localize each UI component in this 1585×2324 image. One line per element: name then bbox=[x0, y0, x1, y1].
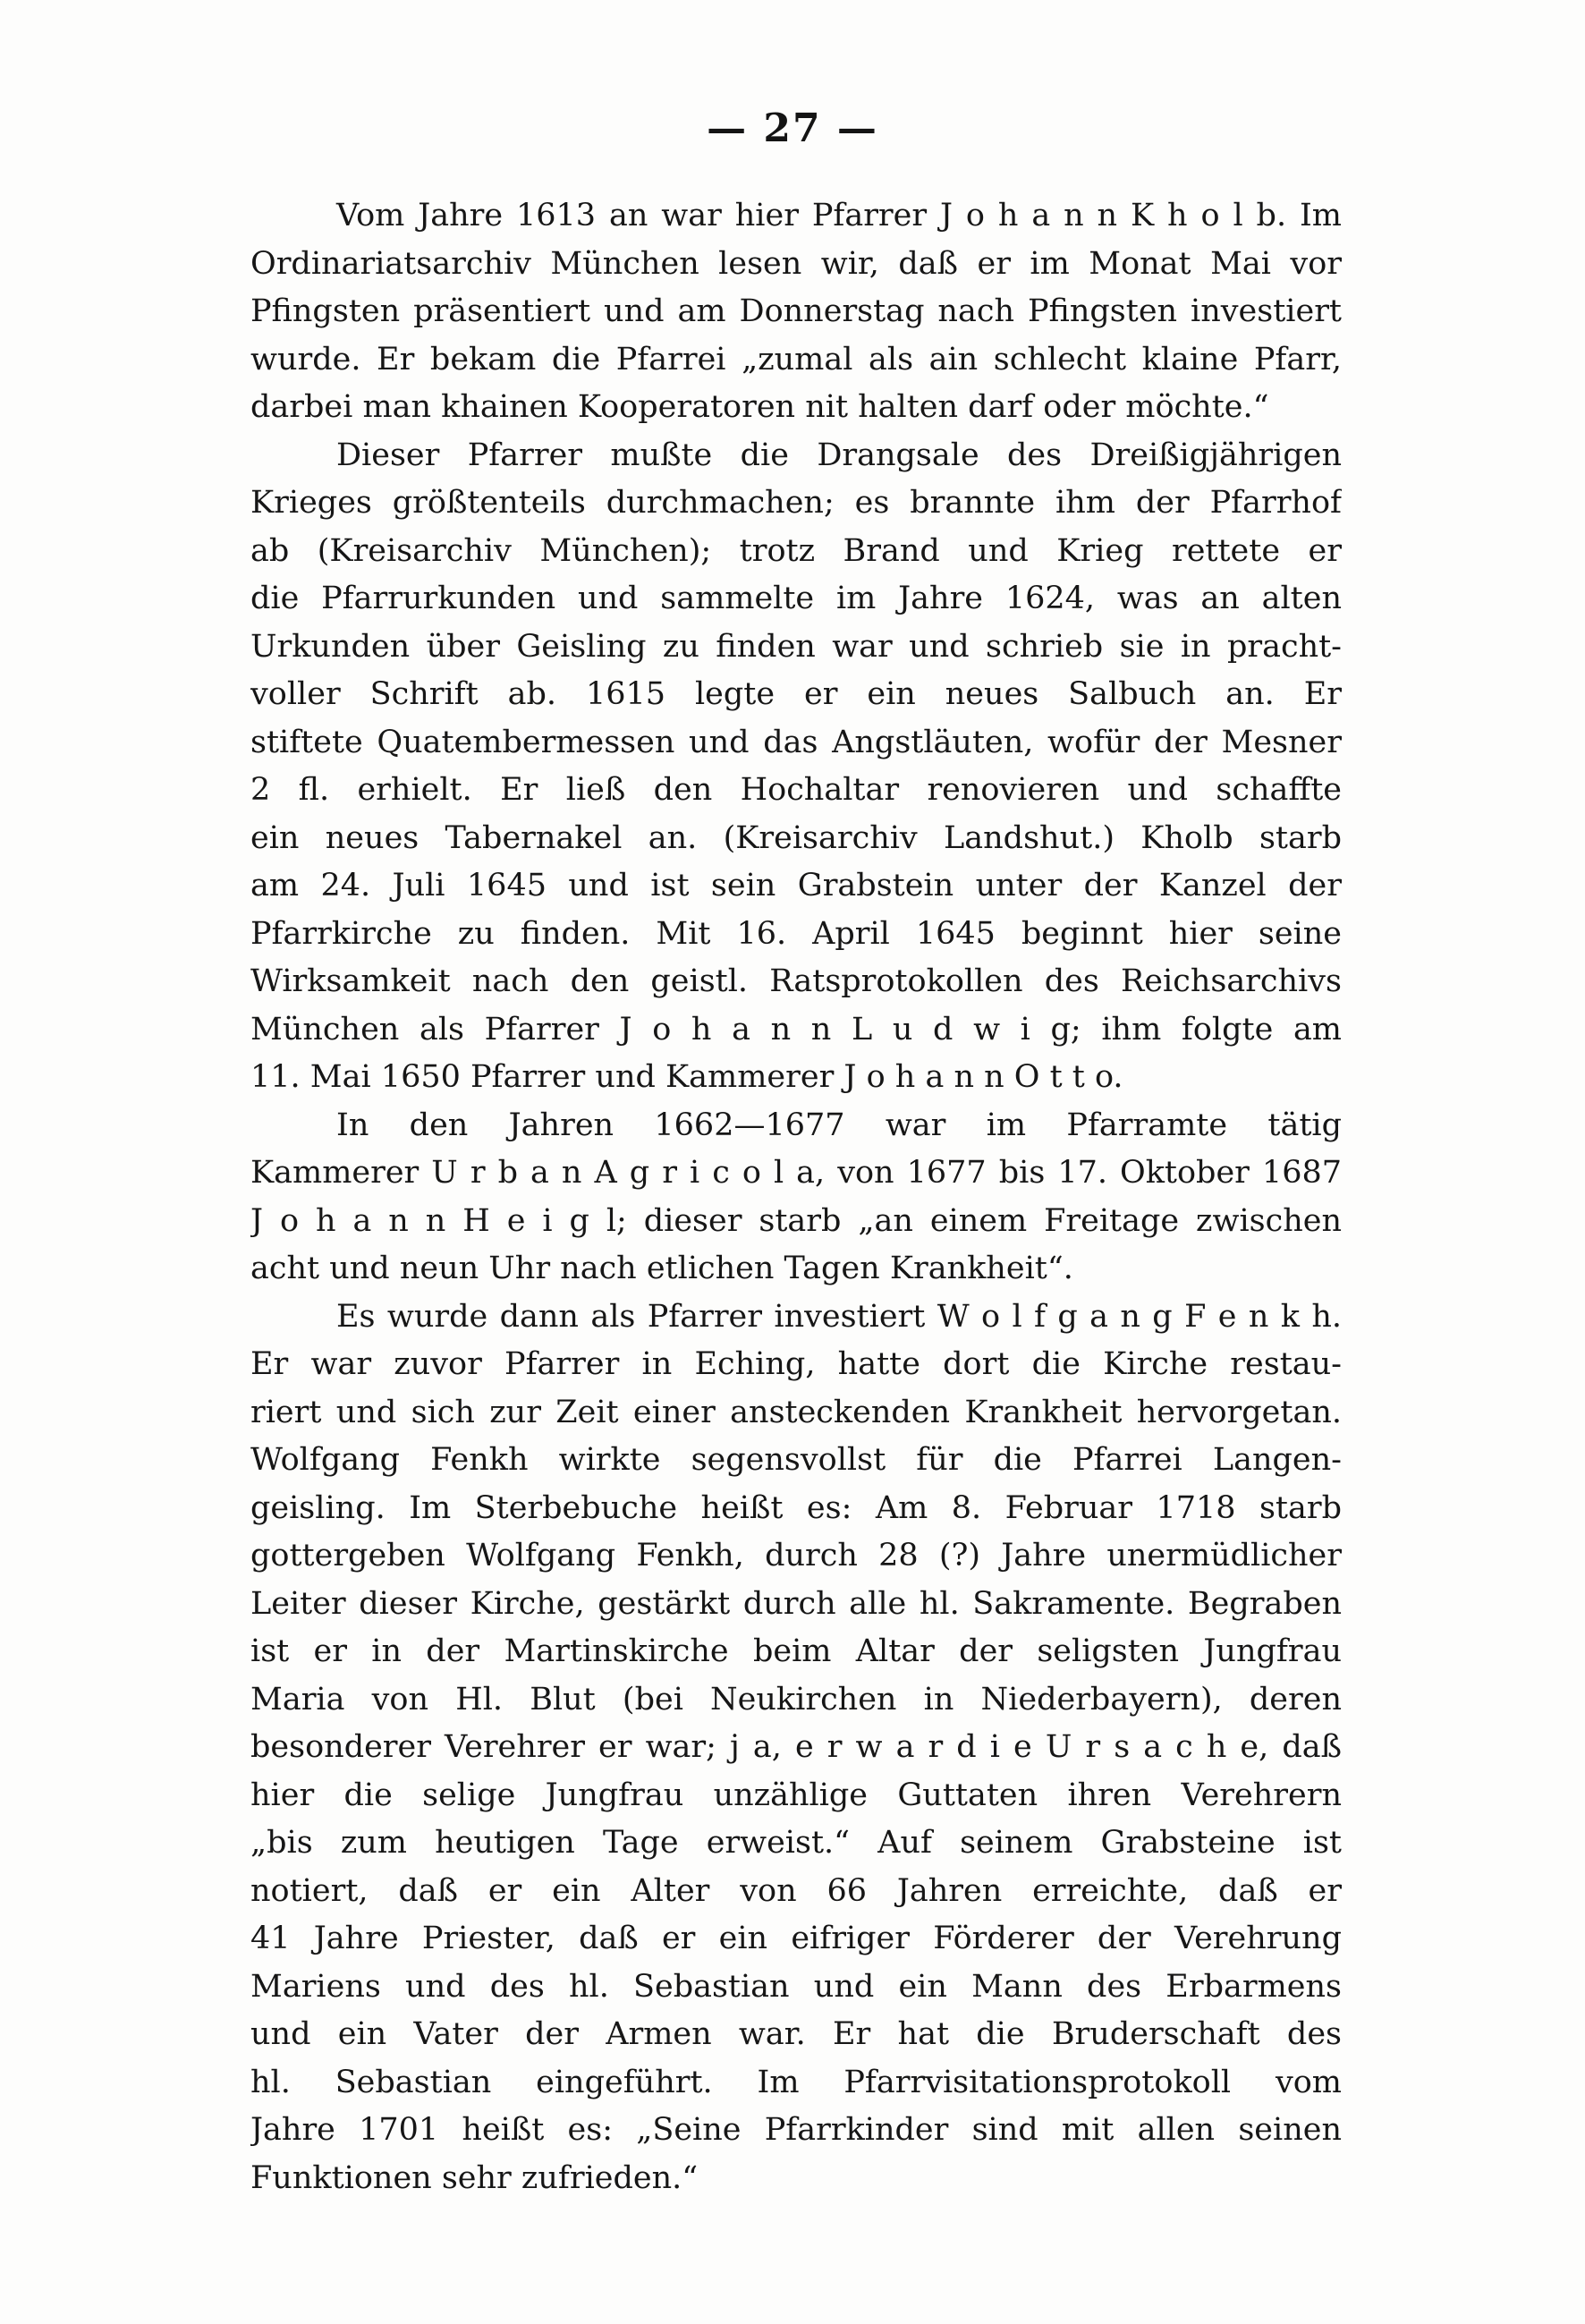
text-line: Funktionen sehr zufrieden.“ bbox=[250, 2159, 699, 2196]
text-line: Vom Jahre 1613 an war hier Pfarrer J o h a n n K h o l b. Im bbox=[336, 198, 1342, 233]
text-line: 11. Mai 1650 Pfarrer und Kammerer J o h a n n O t t o. bbox=[250, 1059, 1123, 1095]
text-line: besonderer Verehrer er war; j a, e r w a r d i e U r s a c h e, daß bbox=[250, 1729, 1342, 1765]
text-line: In den Jahren 1662—1677 war im Pfarramte tätig bbox=[336, 1107, 1342, 1143]
text-line: Leiter dieser Kirche, gestärkt durch alle hl. Sakramente. Begraben bbox=[250, 1585, 1342, 1622]
text-line: darbei man khainen Kooperatoren nit halten darf oder möchte.“ bbox=[250, 389, 1269, 425]
text-line: Jahre 1701 heißt es: „Seine Pfarrkinder sind mit allen seinen bbox=[250, 2112, 1342, 2148]
text-line: Wirksamkeit nach den geistl. Ratsprotokollen des Reichsarchivs bbox=[250, 963, 1342, 999]
text-line: die Pfarrurkunden und sammelte im Jahre 1624, was an alten bbox=[250, 581, 1342, 616]
paragraph-4 bbox=[250, 1293, 1342, 2203]
text-line: hl. Sebastian eingeführt. Im Pfarrvisitationsprotokoll vom bbox=[250, 2064, 1342, 2100]
text-line: geisling. Im Sterbebuche heißt es: Am 8. Februar 1718 starb bbox=[250, 1489, 1342, 1526]
text-line: wurde. Er bekam die Pfarrei „zumal als ain schlecht klaine Pfarr, bbox=[250, 341, 1342, 377]
text-line: notiert, daß er ein Alter von 66 Jahren erreichte, daß er bbox=[250, 1872, 1342, 1909]
text-line: Pfingsten präsentiert und am Donnerstag nach Pfingsten investiert bbox=[250, 293, 1342, 329]
text-line: J o h a n n H e i g l; dieser starb „an einem Freitage zwischen bbox=[250, 1202, 1342, 1239]
text-line: 2 fl. erhielt. Er ließ den Hochaltar renovieren und schaffte bbox=[250, 772, 1342, 808]
paragraph-1 bbox=[250, 192, 1342, 432]
text-line: Urkunden über Geisling zu finden war und schrieb sie in pracht- bbox=[250, 628, 1342, 665]
text-line: Wolfgang Fenkh wirkte segensvollst für die Pfarrei Langen- bbox=[250, 1442, 1342, 1478]
body-text bbox=[250, 192, 1342, 2202]
text-line: „bis zum heutigen Tage erweist.“ Auf seinem Grabsteine ist bbox=[250, 1825, 1342, 1861]
text-line: Kammerer U r b a n A g r i c o l a, von 1677 bis 17. Oktober 1687 bbox=[250, 1155, 1342, 1191]
text-line: Maria von Hl. Blut (bei Neukirchen in Niederbayern), deren bbox=[250, 1681, 1342, 1718]
text-line: Ordinariatsarchiv München lesen wir, daß er im Monat Mai vor bbox=[250, 245, 1342, 282]
text-line: Krieges größtenteils durchmachen; es brannte ihm der Pfarrhof bbox=[250, 485, 1342, 521]
text-line: ist er in der Martinskirche beim Altar der seligsten Jungfrau bbox=[250, 1633, 1342, 1669]
text-line: acht und neun Uhr nach etlichen Tagen Krankheit“. bbox=[250, 1251, 1073, 1286]
text-line: München als Pfarrer J o h a n n L u d w i g; ihm folgte am bbox=[250, 1011, 1342, 1047]
text-line: Dieser Pfarrer mußte die Drangsale des Dreißigjährigen bbox=[336, 437, 1342, 473]
text-line: hier die selige Jungfrau unzählige Guttaten ihren Verehrern bbox=[250, 1777, 1342, 1813]
text-line: gottergeben Wolfgang Fenkh, durch 28 (?) Jahre unermüdlicher bbox=[250, 1538, 1342, 1573]
text-line: riert und sich zur Zeit einer ansteckenden Krankheit hervorgetan. bbox=[250, 1394, 1342, 1430]
text-line: Pfarrkirche zu finden. Mit 16. April 1645 beginnt hier seine bbox=[250, 915, 1342, 952]
page-number: — 27 — bbox=[707, 106, 878, 151]
paragraph-2 bbox=[250, 432, 1342, 1102]
text-line: ein neues Tabernakel an. (Kreisarchiv Landshut.) Kholb starb bbox=[250, 819, 1342, 856]
text-line: ab (Kreisarchiv München); trotz Brand und Krieg rettete er bbox=[250, 532, 1342, 569]
text-line: Es wurde dann als Pfarrer investiert W o l f g a n g F e n k h. bbox=[336, 1298, 1342, 1335]
text-line: am 24. Juli 1645 und ist sein Grabstein unter der Kanzel der bbox=[250, 868, 1342, 903]
text-line: stiftete Quatembermessen und das Angstläuten, wofür der Mesner bbox=[250, 724, 1342, 760]
text-line: und ein Vater der Armen war. Er hat die Bruderschaft des bbox=[250, 2016, 1342, 2052]
text-line: 41 Jahre Priester, daß er ein eifriger Förderer der Verehrung bbox=[250, 1921, 1342, 1956]
paragraph-3 bbox=[250, 1102, 1342, 1293]
text-line: voller Schrift ab. 1615 legte er ein neues Salbuch an. Er bbox=[250, 676, 1342, 712]
text-line: Mariens und des hl. Sebastian und ein Mann des Erbarmens bbox=[250, 1968, 1342, 2005]
text-line: Er war zuvor Pfarrer in Eching, hatte dort die Kirche restau- bbox=[250, 1346, 1342, 1382]
